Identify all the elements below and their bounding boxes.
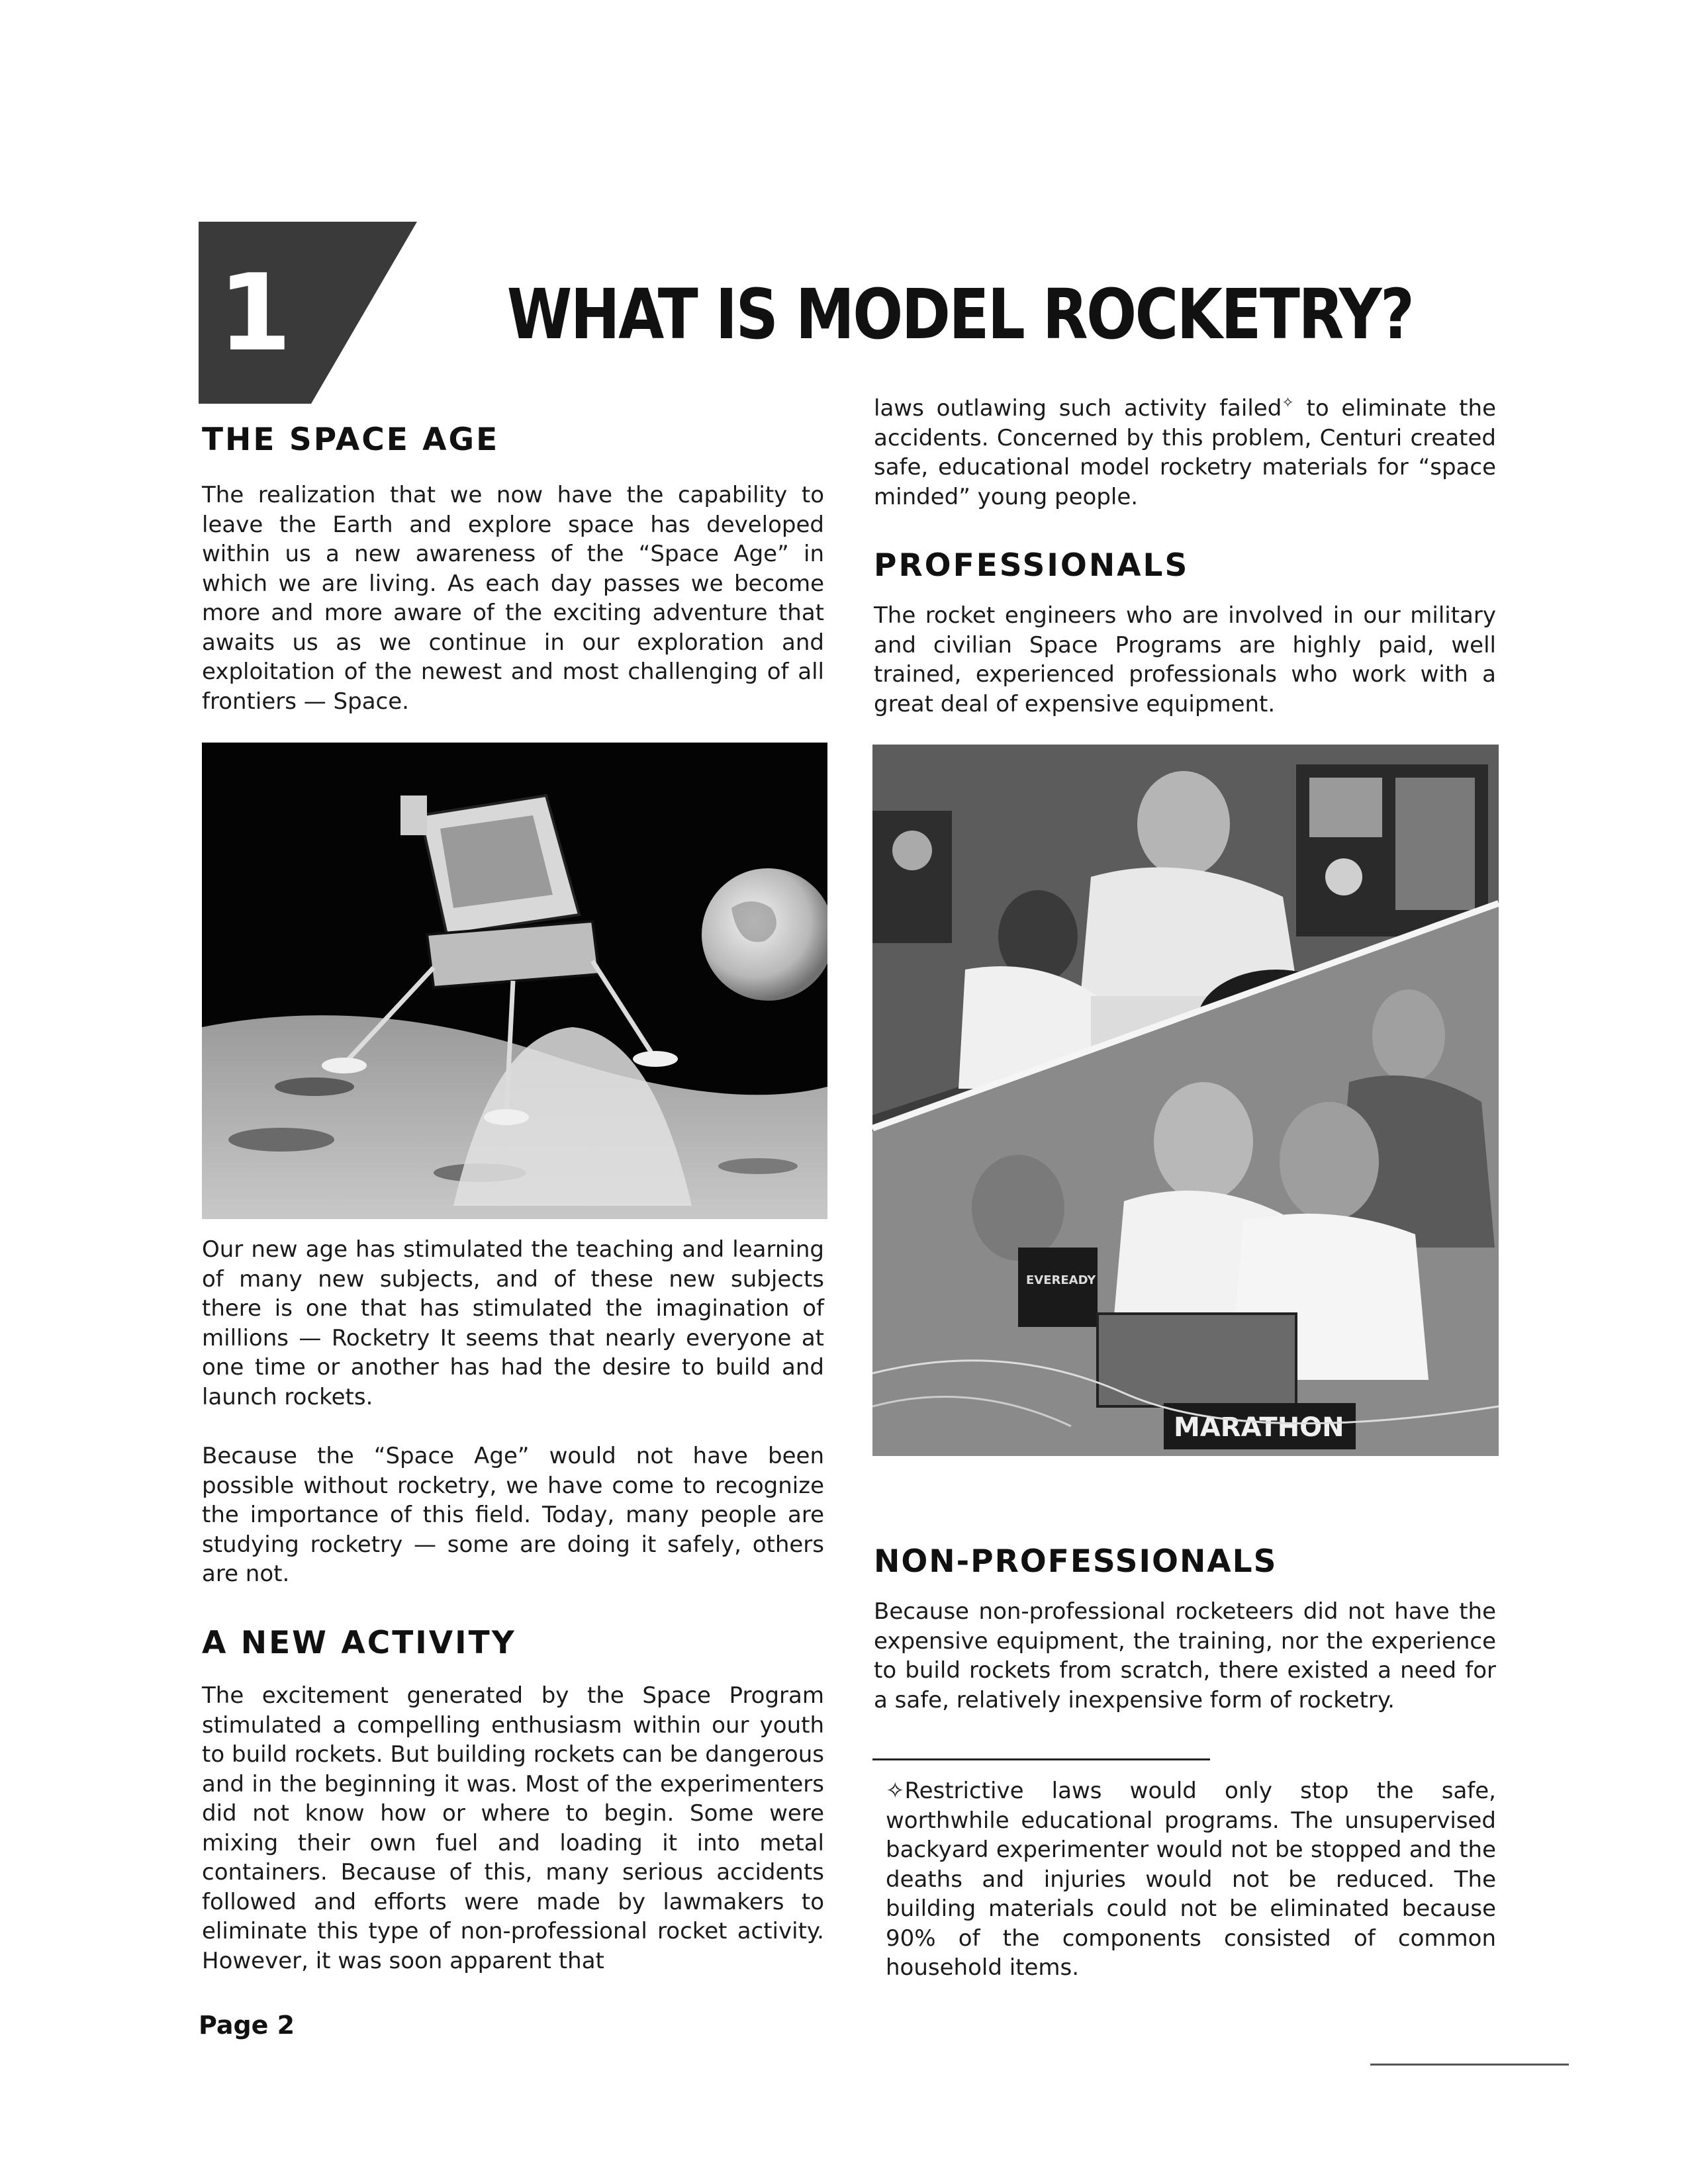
heading-non-professionals: NON-PROFESSIONALS [874, 1543, 1278, 1580]
paragraph-new-age: Our new age has stimulated the teaching and learning of many new subjects, and of these new subjects there is one that has stimulated the imagination of millions — Rocketry It seems that nearly everyone at one time or another has had the desire to build and launch rockets. [202, 1236, 824, 1410]
paragraph-non-professionals: Because non-professional rocketeers did not have the expensive equipment, the training, nor the experience to build rockets from scratch, there existed a need for a safe, relatively inexpensive form of rocketry. [874, 1598, 1496, 1713]
chapter-number: 1 [218, 251, 292, 375]
page-title: WHAT IS MODEL ROCKETRY? [506, 274, 1413, 355]
paragraph-because: Because the “Space Age” would not have been possible without rocketry, we have come to recognize the importance of this field. Today, many people are studying rocketry — some are doing it safely, others are not. [202, 1443, 824, 1587]
footnote: ✧Restrictive laws would only stop the safe, worthwhile educational programs. The unsupervised backyard experimenter would not be stopped and the deaths and injuries would not be reduced. The building materials could not be eliminated because 90% of the components consisted of common household items. [886, 1778, 1496, 1981]
paragraph-new-activity: The excitement generated by the Space Program stimulated a compelling enthusiasm within our youth to build rockets. But building rockets can be dangerous and in the beginning it was. Most of the experimenters did not know how or where to begin. Some were mixing their own fuel and loading it into metal containers. Because of this, many serious accidents followed and efforts were made by lawmakers to eliminate this type of non-professional rocket activity. However, it was soon apparent that [202, 1682, 824, 1974]
footnote-marker: ✧ [1282, 394, 1294, 412]
paragraph-space-age: The realization that we now have the capability to leave the Earth and explore space has developed within us a new awareness of the “Space Age” in which we are living. As each day passes we become more and more aware of the exciting adventure that awaits us as we continue in our exploration and exploitation of the newest and most challenging of all frontiers — Space. [202, 482, 824, 715]
bottom-rule [1370, 2064, 1569, 2066]
heading-professionals: PROFESSIONALS [874, 547, 1190, 584]
marathon-label: MARATHON [1174, 1412, 1344, 1443]
paragraph-laws: laws outlawing such activity failed✧ to eliminate the accidents. Concerned by this problem, Centuri created safe, educational model rocketry materials for “space minded” young people. [874, 394, 1496, 510]
footnote-divider [872, 1758, 1210, 1760]
eveready-label: EVEREADY [1026, 1273, 1096, 1287]
page-number: Page 2 [199, 2011, 295, 2040]
heading-new-activity: A NEW ACTIVITY [202, 1625, 516, 1661]
paragraph-professionals: The rocket engineers who are involved in our military and civilian Space Programs are highly paid, well trained, experienced professionals who work with a great deal of expensive equipment. [874, 602, 1496, 717]
heading-space-age: THE SPACE AGE [202, 422, 500, 458]
mission-control-photo [872, 745, 1499, 1456]
lunar-module-photo [202, 743, 827, 1219]
